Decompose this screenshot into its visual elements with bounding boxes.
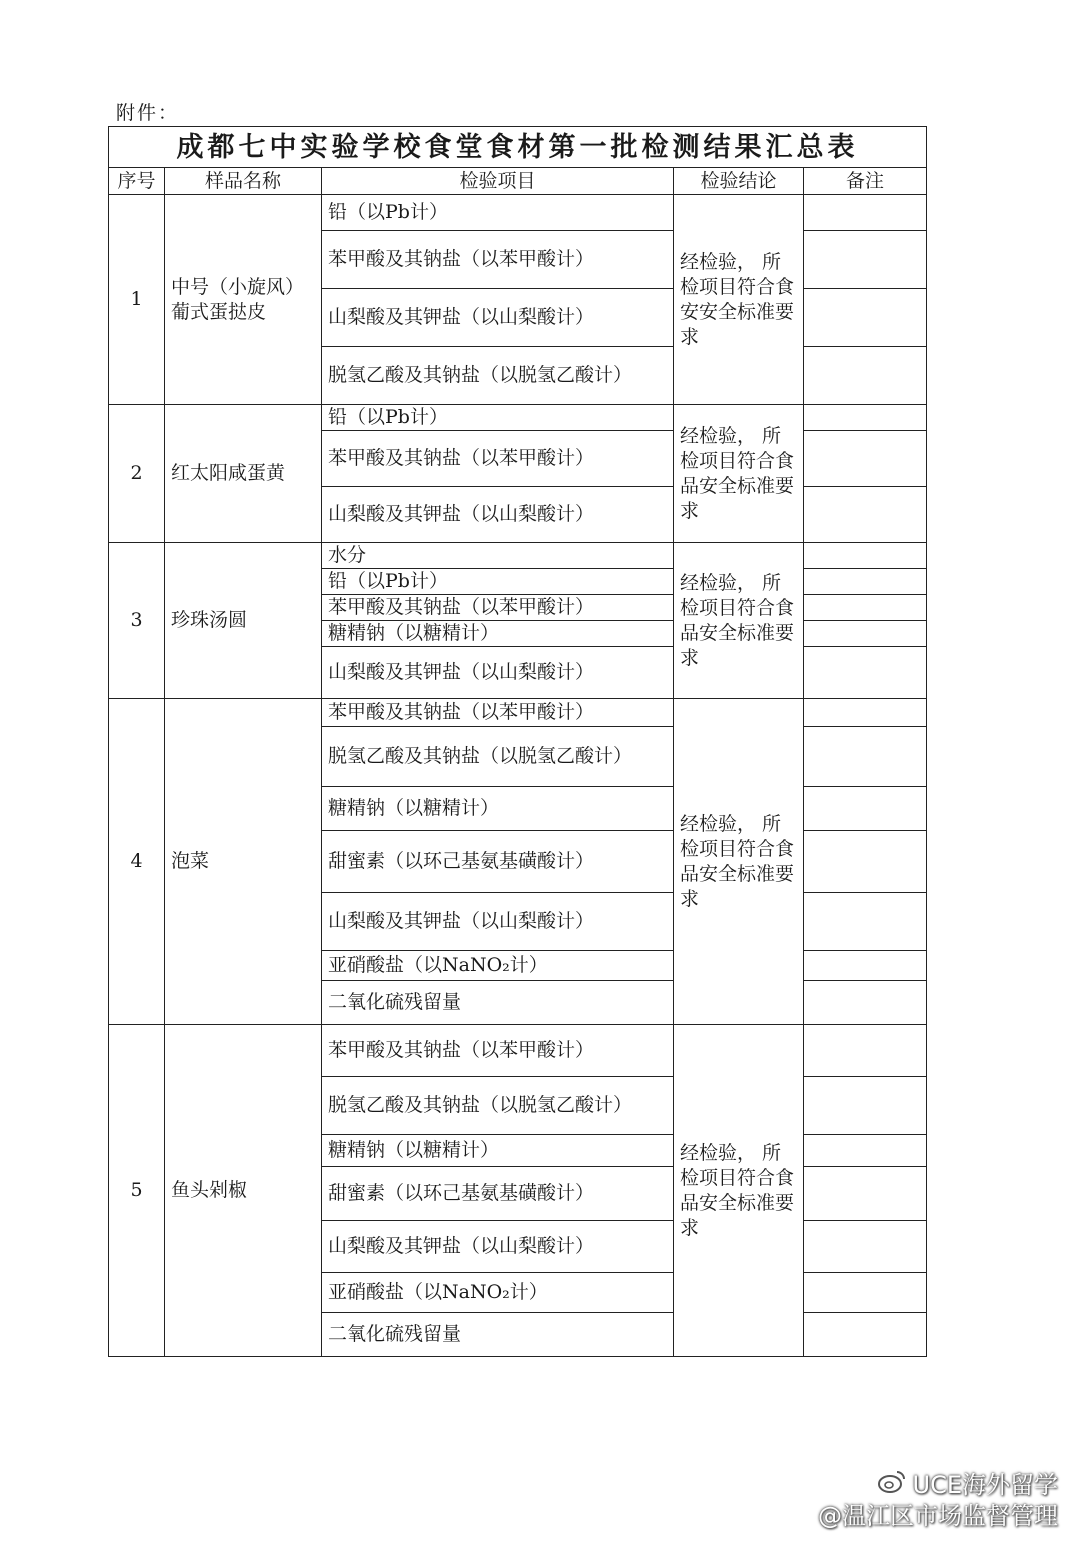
note-cell [804,405,927,431]
test-item: 铅（以Pb计） [322,195,674,231]
test-conclusion: 经检验， 所检项目符合食品安全标准要求 [674,1025,804,1357]
note-cell [804,1221,927,1273]
note-cell [804,647,927,699]
test-conclusion: 经检验， 所检项目符合食品安全标准要求 [674,699,804,1025]
test-item: 糖精钠（以糖精计） [322,1135,674,1167]
header-note: 备注 [804,168,927,195]
test-item: 苯甲酸及其钠盐（以苯甲酸计） [322,1025,674,1077]
test-item: 山梨酸及其钾盐（以山梨酸计） [322,1221,674,1273]
header-conclusion: 检验结论 [674,168,804,195]
test-item: 苯甲酸及其钠盐（以苯甲酸计） [322,231,674,289]
note-cell [804,1077,927,1135]
test-item: 脱氢乙酸及其钠盐（以脱氢乙酸计） [322,347,674,405]
weibo-icon [877,1468,907,1501]
sample-seq: 1 [109,195,165,405]
test-item: 亚硝酸盐（以NaNO₂计） [322,1273,674,1313]
test-item: 苯甲酸及其钠盐（以苯甲酸计） [322,699,674,727]
note-cell [804,595,927,621]
test-item: 糖精钠（以糖精计） [322,621,674,647]
test-item: 二氧化硫残留量 [322,981,674,1025]
note-cell [804,981,927,1025]
test-item: 山梨酸及其钾盐（以山梨酸计） [322,893,674,951]
table-row [109,195,927,231]
header-seq: 序号 [109,168,165,195]
note-cell [804,1273,927,1313]
test-conclusion: 经检验， 所检项目符合食品安全标准要求 [674,405,804,543]
note-cell [804,787,927,831]
table-body [109,195,927,1357]
test-item: 亚硝酸盐（以NaNO₂计） [322,951,674,981]
note-cell [804,543,927,569]
note-cell [804,727,927,787]
sample-name: 中号（小旋风）葡式蛋挞皮 [165,195,322,405]
note-cell [804,1135,927,1167]
test-item: 山梨酸及其钾盐（以山梨酸计） [322,647,674,699]
note-cell [804,699,927,727]
table-row [109,699,927,727]
note-cell [804,1025,927,1077]
test-item: 铅（以Pb计） [322,405,674,431]
sample-seq: 3 [109,543,165,699]
note-cell [804,431,927,487]
test-item: 脱氢乙酸及其钠盐（以脱氢乙酸计） [322,1077,674,1135]
sample-name: 泡菜 [165,699,322,1025]
results-table [108,126,927,1357]
sample-name: 红太阳咸蛋黄 [165,405,322,543]
test-item: 苯甲酸及其钠盐（以苯甲酸计） [322,595,674,621]
note-cell [804,347,927,405]
test-item: 铅（以Pb计） [322,569,674,595]
note-cell [804,951,927,981]
note-cell [804,487,927,543]
test-item: 脱氢乙酸及其钠盐（以脱氢乙酸计） [322,727,674,787]
watermark [818,1468,1058,1531]
note-cell [804,231,927,289]
table-row [109,543,927,569]
note-cell [804,831,927,893]
test-item: 甜蜜素（以环己基氨基磺酸计） [322,1167,674,1221]
table-title: 成都七中实验学校食堂食材第一批检测结果汇总表 [109,127,927,168]
test-item: 甜蜜素（以环己基氨基磺酸计） [322,831,674,893]
test-item: 山梨酸及其钾盐（以山梨酸计） [322,487,674,543]
note-cell [804,1313,927,1357]
sample-name: 珍珠汤圆 [165,543,322,699]
note-cell [804,289,927,347]
note-cell [804,1167,927,1221]
sample-seq: 5 [109,1025,165,1357]
sample-name: 鱼头剁椒 [165,1025,322,1357]
watermark-brand: UCE海外留学 [912,1470,1058,1499]
note-cell [804,621,927,647]
test-item: 苯甲酸及其钠盐（以苯甲酸计） [322,431,674,487]
note-cell [804,893,927,951]
note-cell [804,195,927,231]
test-item: 山梨酸及其钾盐（以山梨酸计） [322,289,674,347]
table-row [109,1025,927,1077]
table-row [109,405,927,431]
header-test-items: 检验项目 [322,168,674,195]
sample-seq: 4 [109,699,165,1025]
watermark-source: @温江区市场监督管理 [818,1502,1058,1530]
sample-seq: 2 [109,405,165,543]
test-conclusion: 经检验， 所检项目符合食品安全标准要求 [674,543,804,699]
test-item: 糖精钠（以糖精计） [322,787,674,831]
header-sample-name: 样品名称 [165,168,322,195]
test-item: 二氧化硫残留量 [322,1313,674,1357]
attachment-label: 附件： [116,102,180,124]
test-conclusion: 经检验， 所检项目符合食安安全标准要求 [674,195,804,405]
test-item: 水分 [322,543,674,569]
note-cell [804,569,927,595]
